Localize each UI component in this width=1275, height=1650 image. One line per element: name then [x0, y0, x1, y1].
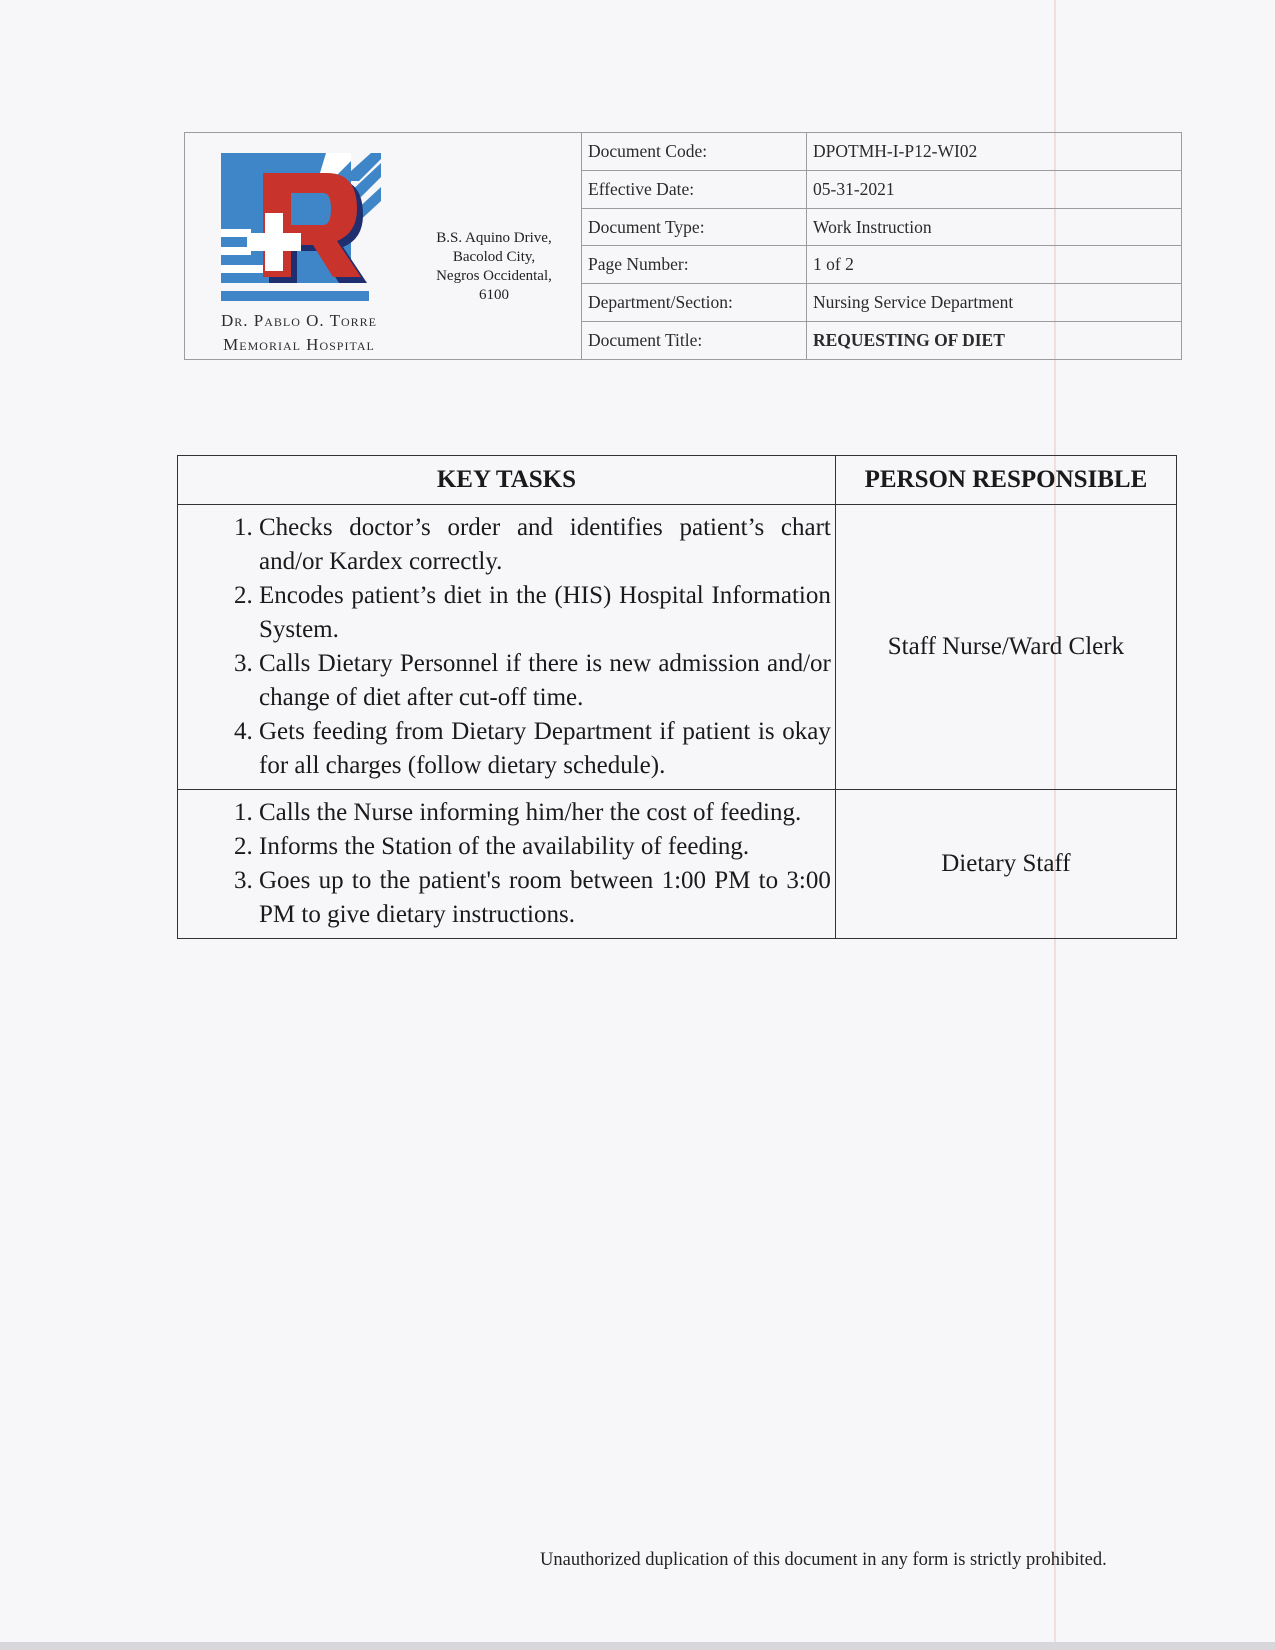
- department-value: Nursing Service Department: [813, 292, 1014, 313]
- task-list: [178, 796, 831, 932]
- address-line: B.S. Aquino Drive,: [436, 230, 552, 246]
- document-info-grid: [582, 133, 1181, 359]
- person-cell: Dietary Staff: [835, 790, 1176, 939]
- page-bottom-edge: [0, 1642, 1275, 1650]
- list-item: 2. Encodes patient’s diet in the (HIS) Hospital Information System.: [259, 579, 831, 647]
- doc-info-row: [582, 209, 1181, 247]
- list-item: 1. Calls the Nurse informing him/her the cost of feeding.: [259, 796, 831, 830]
- address-line: Bacolod City,: [452, 249, 536, 265]
- hospital-name: [185, 309, 413, 357]
- doc-code-label: Document Code:: [582, 133, 807, 170]
- footer-disclaimer: Unauthorized duplication of this document in any form is strictly prohibited.: [540, 1550, 1107, 1570]
- key-tasks-header: KEY TASKS: [178, 456, 836, 505]
- list-item: 1. Checks doctor’s order and identifies patient’s chart and/or Kardex correctly.: [259, 511, 831, 579]
- doc-info-row: [582, 133, 1181, 171]
- doc-info-row: [582, 284, 1181, 322]
- doc-type-label: Document Type:: [582, 209, 807, 246]
- page-number-value: 1 of 2: [813, 254, 854, 275]
- address-line: 6100: [479, 287, 509, 303]
- doc-info-row: [582, 246, 1181, 284]
- doc-info-row: [582, 322, 1181, 359]
- hospital-name-line2: Memorial Hospital: [223, 335, 375, 354]
- department-label: Department/Section:: [582, 284, 807, 321]
- hospital-name-line1: Dr. Pablo O. Torre: [220, 311, 377, 330]
- doc-type-value: Work Instruction: [813, 216, 932, 237]
- list-item: 2. Informs the Station of the availability of feeding.: [259, 830, 831, 864]
- table-row: [178, 790, 1177, 939]
- hospital-r-cross-logo-icon: [221, 153, 381, 313]
- page-number-label: Page Number:: [582, 246, 807, 283]
- hospital-address: [413, 229, 575, 305]
- task-cell: [178, 505, 836, 790]
- table-header-row: [178, 456, 1177, 505]
- task-cell: [178, 790, 836, 939]
- effective-date-value: 05-31-2021: [813, 178, 895, 199]
- list-item: 4. Gets feeding from Dietary Department if patient is okay for all charges (follow dietary schedule).: [259, 715, 831, 783]
- doc-info-row: [582, 171, 1181, 209]
- doc-title-value: REQUESTING OF DIET: [813, 330, 1005, 351]
- key-tasks-table: [177, 455, 1177, 939]
- address-line: Negros Occidental,: [436, 268, 552, 284]
- effective-date-label: Effective Date:: [582, 171, 807, 208]
- document-header: [184, 132, 1182, 360]
- list-item: 3. Goes up to the patient's room between 1:00 PM to 3:00 PM to give dietary instructions.: [259, 864, 831, 932]
- person-responsible-header: PERSON RESPONSIBLE: [835, 456, 1176, 505]
- task-list: [178, 511, 831, 783]
- list-item: 3. Calls Dietary Personnel if there is new admission and/or change of diet after cut-off time.: [259, 647, 831, 715]
- doc-code-value: DPOTMH-I-P12-WI02: [813, 140, 978, 161]
- table-row: [178, 505, 1177, 790]
- person-cell: Staff Nurse/Ward Clerk: [835, 505, 1176, 790]
- doc-title-label: Document Title:: [582, 322, 807, 359]
- hospital-identity: [185, 133, 582, 359]
